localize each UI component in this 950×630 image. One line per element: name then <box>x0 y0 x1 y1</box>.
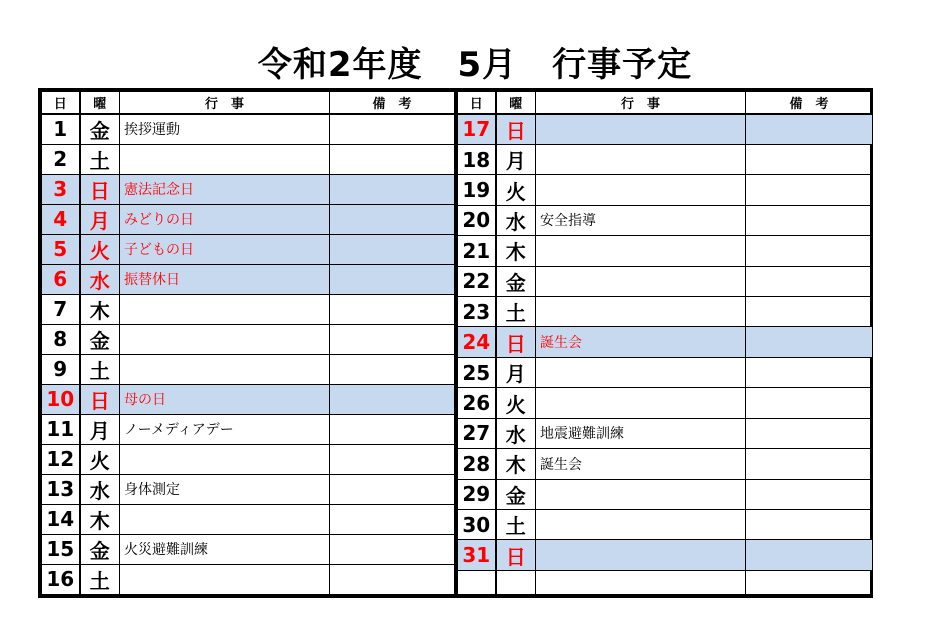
note-cell <box>330 114 456 145</box>
day-cell: 26 <box>458 388 496 418</box>
weekday-cell: 金 <box>496 266 536 296</box>
weekday-cell: 土 <box>496 510 536 540</box>
day-cell: 30 <box>458 510 496 540</box>
weekday-cell: 土 <box>496 297 536 327</box>
day-cell <box>458 570 496 594</box>
weekday-cell: 月 <box>496 144 536 174</box>
event-cell: 誕生会 <box>536 449 746 479</box>
page-title: 令和2年度 5月 行事予定 <box>257 45 693 85</box>
weekday-cell: 水 <box>80 264 120 294</box>
weekday-cell: 木 <box>80 504 120 534</box>
event-cell: 身体測定 <box>120 474 330 504</box>
event-cell: 誕生会 <box>536 327 746 357</box>
header-note: 備 考 <box>746 92 873 114</box>
note-cell <box>330 474 456 504</box>
note-cell <box>330 204 456 234</box>
table-row <box>458 114 873 145</box>
table-row <box>42 384 456 414</box>
event-cell <box>536 266 746 296</box>
event-cell <box>120 564 330 594</box>
weekday-cell: 土 <box>80 564 120 594</box>
day-cell: 24 <box>458 327 496 357</box>
note-cell <box>330 324 456 354</box>
event-cell <box>536 570 746 594</box>
weekday-cell: 木 <box>80 294 120 324</box>
table-row <box>42 264 456 294</box>
event-cell <box>536 236 746 266</box>
event-cell: 地震避難訓練 <box>536 418 746 448</box>
weekday-cell: 金 <box>496 479 536 509</box>
weekday-cell: 土 <box>80 354 120 384</box>
weekday-cell: 金 <box>80 534 120 564</box>
table-row <box>42 564 456 594</box>
day-cell: 19 <box>458 175 496 205</box>
day-cell: 11 <box>42 414 80 444</box>
weekday-cell: 火 <box>80 234 120 264</box>
day-cell: 25 <box>458 357 496 387</box>
event-cell <box>536 175 746 205</box>
event-cell: 振替休日 <box>120 264 330 294</box>
event-cell: 子どもの日 <box>120 234 330 264</box>
weekday-cell: 月 <box>496 357 536 387</box>
event-cell <box>120 354 330 384</box>
note-cell <box>746 327 873 357</box>
table-row <box>458 236 873 266</box>
note-cell <box>330 354 456 384</box>
note-cell <box>330 444 456 474</box>
header-note: 備 考 <box>330 92 456 114</box>
weekday-cell: 木 <box>496 236 536 266</box>
note-cell <box>330 534 456 564</box>
table-row <box>42 144 456 174</box>
event-cell <box>120 294 330 324</box>
note-cell <box>746 418 873 448</box>
note-cell <box>746 388 873 418</box>
header-event: 行 事 <box>536 92 746 114</box>
event-cell <box>536 297 746 327</box>
weekday-cell: 金 <box>80 114 120 145</box>
header-weekday: 曜 <box>496 92 536 114</box>
day-cell: 6 <box>42 264 80 294</box>
day-cell: 12 <box>42 444 80 474</box>
table-row <box>42 174 456 204</box>
table-row <box>458 144 873 174</box>
event-cell: 挨拶運動 <box>120 114 330 145</box>
note-cell <box>746 205 873 235</box>
day-cell: 22 <box>458 266 496 296</box>
table-row <box>458 175 873 205</box>
note-cell <box>330 264 456 294</box>
day-cell: 23 <box>458 297 496 327</box>
note-cell <box>330 384 456 414</box>
note-cell <box>746 144 873 174</box>
schedule-table-right <box>457 91 873 595</box>
note-cell <box>746 236 873 266</box>
day-cell: 3 <box>42 174 80 204</box>
day-cell: 10 <box>42 384 80 414</box>
header-day: 日 <box>42 92 80 114</box>
event-cell: ノーメディアデー <box>120 414 330 444</box>
note-cell <box>746 297 873 327</box>
table-row <box>42 354 456 384</box>
event-cell <box>120 324 330 354</box>
schedule-table-frame <box>38 88 873 598</box>
event-cell <box>536 114 746 145</box>
schedule-table-left <box>41 91 457 595</box>
day-cell: 13 <box>42 474 80 504</box>
event-cell: 火災避難訓練 <box>120 534 330 564</box>
table-row <box>42 324 456 354</box>
weekday-cell: 月 <box>80 414 120 444</box>
note-cell <box>330 144 456 174</box>
table-row <box>458 205 873 235</box>
table-row <box>458 479 873 509</box>
day-cell: 17 <box>458 114 496 145</box>
event-cell <box>120 504 330 534</box>
header-weekday: 曜 <box>80 92 120 114</box>
day-cell: 9 <box>42 354 80 384</box>
weekday-cell: 月 <box>80 204 120 234</box>
table-row <box>458 297 873 327</box>
weekday-cell: 火 <box>496 388 536 418</box>
weekday-cell: 土 <box>80 144 120 174</box>
note-cell <box>746 510 873 540</box>
weekday-cell: 日 <box>496 327 536 357</box>
weekday-cell: 日 <box>496 540 536 570</box>
day-cell: 29 <box>458 479 496 509</box>
event-cell <box>536 479 746 509</box>
weekday-cell: 火 <box>80 444 120 474</box>
table-row <box>458 570 873 594</box>
event-cell <box>120 444 330 474</box>
note-cell <box>746 449 873 479</box>
event-cell <box>536 388 746 418</box>
note-cell <box>746 175 873 205</box>
note-cell <box>330 174 456 204</box>
event-cell: みどりの日 <box>120 204 330 234</box>
note-cell <box>746 114 873 145</box>
event-cell <box>536 540 746 570</box>
day-cell: 28 <box>458 449 496 479</box>
event-cell <box>536 144 746 174</box>
weekday-cell: 水 <box>496 205 536 235</box>
weekday-cell: 水 <box>80 474 120 504</box>
table-row <box>458 418 873 448</box>
table-row <box>42 114 456 145</box>
day-cell: 8 <box>42 324 80 354</box>
weekday-cell: 金 <box>80 324 120 354</box>
event-cell <box>120 144 330 174</box>
weekday-cell: 水 <box>496 418 536 448</box>
weekday-cell: 日 <box>80 174 120 204</box>
day-cell: 20 <box>458 205 496 235</box>
weekday-cell: 木 <box>496 449 536 479</box>
day-cell: 21 <box>458 236 496 266</box>
header-row <box>458 92 873 114</box>
header-row <box>42 92 456 114</box>
day-cell: 31 <box>458 540 496 570</box>
event-cell: 母の日 <box>120 384 330 414</box>
event-cell: 安全指導 <box>536 205 746 235</box>
day-cell: 4 <box>42 204 80 234</box>
table-row <box>458 540 873 570</box>
table-row <box>458 449 873 479</box>
weekday-cell: 日 <box>496 114 536 145</box>
table-row <box>42 294 456 324</box>
table-row <box>42 204 456 234</box>
day-cell: 18 <box>458 144 496 174</box>
day-cell: 15 <box>42 534 80 564</box>
note-cell <box>330 504 456 534</box>
note-cell <box>330 294 456 324</box>
table-row <box>42 234 456 264</box>
day-cell: 14 <box>42 504 80 534</box>
note-cell <box>746 570 873 594</box>
day-cell: 27 <box>458 418 496 448</box>
table-row <box>42 474 456 504</box>
header-day: 日 <box>458 92 496 114</box>
weekday-cell: 日 <box>80 384 120 414</box>
table-row <box>42 414 456 444</box>
event-cell <box>536 357 746 387</box>
note-cell <box>330 234 456 264</box>
note-cell <box>330 414 456 444</box>
note-cell <box>746 540 873 570</box>
day-cell: 2 <box>42 144 80 174</box>
table-row <box>458 388 873 418</box>
header-event: 行 事 <box>120 92 330 114</box>
day-cell: 1 <box>42 114 80 145</box>
weekday-cell: 火 <box>496 175 536 205</box>
note-cell <box>746 266 873 296</box>
table-row <box>42 444 456 474</box>
table-row <box>458 327 873 357</box>
day-cell: 5 <box>42 234 80 264</box>
table-row <box>42 534 456 564</box>
table-row <box>42 504 456 534</box>
table-row <box>458 510 873 540</box>
table-row <box>458 357 873 387</box>
event-cell: 憲法記念日 <box>120 174 330 204</box>
table-row <box>458 266 873 296</box>
note-cell <box>746 479 873 509</box>
note-cell <box>746 357 873 387</box>
note-cell <box>330 564 456 594</box>
weekday-cell <box>496 570 536 594</box>
event-cell <box>536 510 746 540</box>
day-cell: 16 <box>42 564 80 594</box>
day-cell: 7 <box>42 294 80 324</box>
